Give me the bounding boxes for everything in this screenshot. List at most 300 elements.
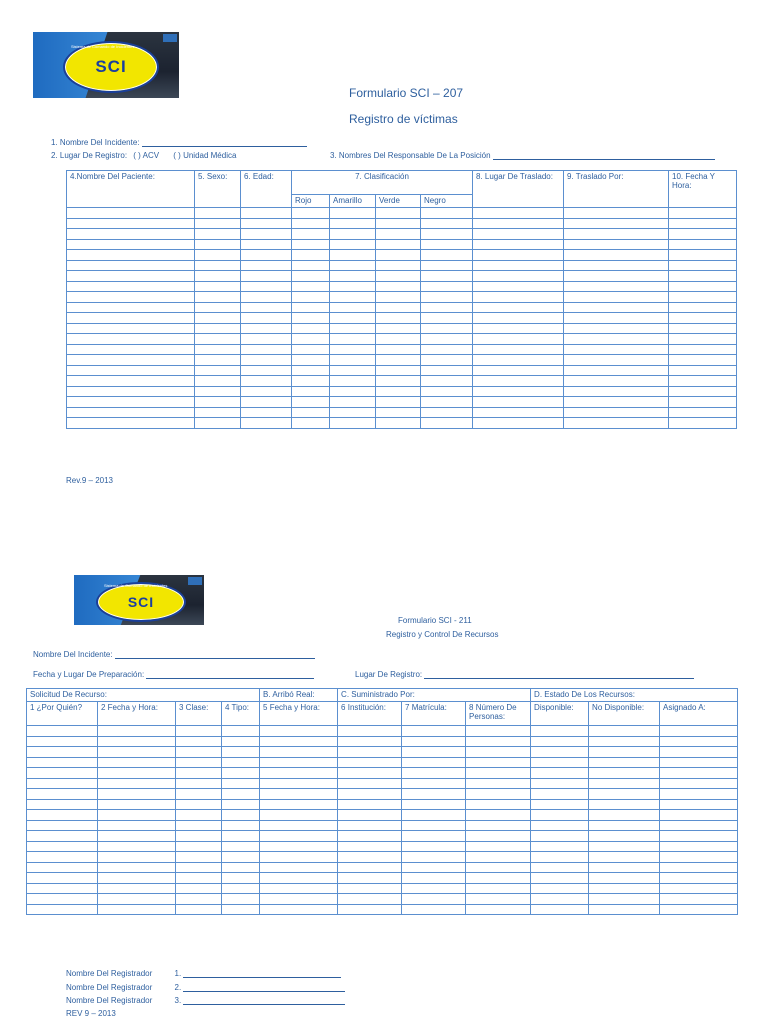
table-cell[interactable]: [466, 904, 531, 915]
table-cell[interactable]: [241, 292, 292, 303]
table-cell[interactable]: [338, 747, 402, 758]
option-unidad-medica[interactable]: ( ) Unidad Médica: [173, 151, 237, 160]
incidente-input-line[interactable]: [142, 138, 307, 147]
table-cell[interactable]: [67, 344, 195, 355]
table-cell[interactable]: [260, 778, 338, 789]
table-cell[interactable]: [473, 323, 564, 334]
table-cell[interactable]: [27, 810, 98, 821]
table-cell[interactable]: [660, 778, 738, 789]
table-cell[interactable]: [67, 271, 195, 282]
table-cell[interactable]: [260, 831, 338, 842]
table-cell[interactable]: [98, 841, 176, 852]
table-cell[interactable]: [660, 873, 738, 884]
table-cell[interactable]: [338, 841, 402, 852]
table-cell[interactable]: [473, 418, 564, 429]
table-cell[interactable]: [241, 344, 292, 355]
table-cell[interactable]: [564, 386, 669, 397]
table-cell[interactable]: [466, 726, 531, 737]
table-cell[interactable]: [338, 852, 402, 863]
table-cell[interactable]: [195, 218, 241, 229]
table-cell[interactable]: [421, 365, 473, 376]
table-cell[interactable]: [292, 281, 330, 292]
table-cell[interactable]: [669, 250, 737, 261]
table-cell[interactable]: [330, 271, 376, 282]
table-cell[interactable]: [466, 778, 531, 789]
table-cell[interactable]: [241, 239, 292, 250]
table-cell[interactable]: [330, 334, 376, 345]
table-cell[interactable]: [330, 218, 376, 229]
table-cell[interactable]: [473, 355, 564, 366]
table-cell[interactable]: [466, 768, 531, 779]
table-cell[interactable]: [330, 418, 376, 429]
table-cell[interactable]: [669, 323, 737, 334]
lugar-registro-input-line[interactable]: [424, 670, 694, 679]
table-cell[interactable]: [564, 302, 669, 313]
table-cell[interactable]: [402, 768, 466, 779]
table-cell[interactable]: [421, 397, 473, 408]
table-cell[interactable]: [589, 820, 660, 831]
table-cell[interactable]: [660, 799, 738, 810]
table-cell[interactable]: [330, 323, 376, 334]
table-cell[interactable]: [241, 397, 292, 408]
table-cell[interactable]: [241, 229, 292, 240]
table-cell[interactable]: [241, 281, 292, 292]
table-cell[interactable]: [27, 904, 98, 915]
table-cell[interactable]: [402, 747, 466, 758]
table-cell[interactable]: [660, 757, 738, 768]
table-cell[interactable]: [660, 852, 738, 863]
table-cell[interactable]: [531, 873, 589, 884]
table-cell[interactable]: [27, 736, 98, 747]
table-cell[interactable]: [402, 852, 466, 863]
table-cell[interactable]: [195, 208, 241, 219]
table-cell[interactable]: [260, 904, 338, 915]
table-cell[interactable]: [402, 757, 466, 768]
table-cell[interactable]: [473, 208, 564, 219]
table-cell[interactable]: [292, 292, 330, 303]
table-cell[interactable]: [98, 852, 176, 863]
table-cell[interactable]: [589, 747, 660, 758]
table-cell[interactable]: [466, 894, 531, 905]
table-cell[interactable]: [292, 208, 330, 219]
table-cell[interactable]: [260, 757, 338, 768]
table-cell[interactable]: [195, 250, 241, 261]
table-cell[interactable]: [330, 239, 376, 250]
table-cell[interactable]: [98, 862, 176, 873]
table-cell[interactable]: [421, 344, 473, 355]
table-cell[interactable]: [67, 397, 195, 408]
table-cell[interactable]: [27, 778, 98, 789]
table-cell[interactable]: [222, 736, 260, 747]
table-cell[interactable]: [241, 418, 292, 429]
table-cell[interactable]: [669, 271, 737, 282]
table-cell[interactable]: [292, 397, 330, 408]
table-cell[interactable]: [376, 386, 421, 397]
table-cell[interactable]: [421, 250, 473, 261]
table-cell[interactable]: [241, 260, 292, 271]
table-cell[interactable]: [466, 873, 531, 884]
table-cell[interactable]: [27, 831, 98, 842]
table-cell[interactable]: [589, 852, 660, 863]
table-cell[interactable]: [376, 376, 421, 387]
table-cell[interactable]: [195, 302, 241, 313]
table-cell[interactable]: [98, 883, 176, 894]
table-cell[interactable]: [330, 365, 376, 376]
table-cell[interactable]: [564, 239, 669, 250]
table-cell[interactable]: [421, 313, 473, 324]
table-cell[interactable]: [376, 208, 421, 219]
table-cell[interactable]: [473, 334, 564, 345]
table-cell[interactable]: [27, 852, 98, 863]
table-cell[interactable]: [589, 810, 660, 821]
table-cell[interactable]: [466, 747, 531, 758]
table-cell[interactable]: [195, 313, 241, 324]
table-cell[interactable]: [376, 323, 421, 334]
table-cell[interactable]: [330, 407, 376, 418]
table-cell[interactable]: [473, 271, 564, 282]
table-cell[interactable]: [589, 768, 660, 779]
table-cell[interactable]: [376, 302, 421, 313]
table-cell[interactable]: [564, 323, 669, 334]
table-cell[interactable]: [589, 831, 660, 842]
fecha-lugar-input-line[interactable]: [146, 670, 314, 679]
table-cell[interactable]: [338, 894, 402, 905]
table-cell[interactable]: [176, 726, 222, 737]
table-cell[interactable]: [660, 904, 738, 915]
table-cell[interactable]: [669, 407, 737, 418]
table-cell[interactable]: [195, 407, 241, 418]
table-cell[interactable]: [402, 810, 466, 821]
table-cell[interactable]: [98, 810, 176, 821]
table-cell[interactable]: [260, 852, 338, 863]
table-cell[interactable]: [176, 904, 222, 915]
table-cell[interactable]: [222, 747, 260, 758]
table-cell[interactable]: [669, 218, 737, 229]
table-cell[interactable]: [195, 229, 241, 240]
table-cell[interactable]: [195, 386, 241, 397]
table-cell[interactable]: [466, 736, 531, 747]
table-cell[interactable]: [98, 873, 176, 884]
table-cell[interactable]: [260, 799, 338, 810]
table-cell[interactable]: [660, 894, 738, 905]
table-cell[interactable]: [402, 904, 466, 915]
table-cell[interactable]: [292, 302, 330, 313]
table-cell[interactable]: [564, 281, 669, 292]
table-cell[interactable]: [260, 747, 338, 758]
table-cell[interactable]: [660, 820, 738, 831]
table-cell[interactable]: [195, 239, 241, 250]
table-cell[interactable]: [195, 418, 241, 429]
table-cell[interactable]: [27, 841, 98, 852]
table-cell[interactable]: [330, 281, 376, 292]
table-cell[interactable]: [531, 768, 589, 779]
table-cell[interactable]: [466, 799, 531, 810]
table-cell[interactable]: [564, 313, 669, 324]
table-cell[interactable]: [589, 883, 660, 894]
table-cell[interactable]: [660, 862, 738, 873]
table-cell[interactable]: [669, 260, 737, 271]
table-cell[interactable]: [376, 397, 421, 408]
table-cell[interactable]: [473, 313, 564, 324]
table-cell[interactable]: [669, 302, 737, 313]
table-cell[interactable]: [27, 757, 98, 768]
table-cell[interactable]: [292, 323, 330, 334]
table-cell[interactable]: [421, 208, 473, 219]
table-cell[interactable]: [531, 810, 589, 821]
table-cell[interactable]: [421, 271, 473, 282]
table-cell[interactable]: [402, 736, 466, 747]
table-cell[interactable]: [589, 904, 660, 915]
table-cell[interactable]: [195, 292, 241, 303]
table-cell[interactable]: [669, 313, 737, 324]
table-cell[interactable]: [564, 208, 669, 219]
table-cell[interactable]: [176, 768, 222, 779]
table-cell[interactable]: [669, 376, 737, 387]
table-cell[interactable]: [176, 820, 222, 831]
table-cell[interactable]: [176, 778, 222, 789]
table-cell[interactable]: [589, 789, 660, 800]
table-cell[interactable]: [222, 894, 260, 905]
table-cell[interactable]: [27, 883, 98, 894]
incidente-211-input-line[interactable]: [115, 650, 315, 659]
table-cell[interactable]: [241, 386, 292, 397]
table-cell[interactable]: [98, 736, 176, 747]
table-cell[interactable]: [292, 355, 330, 366]
table-cell[interactable]: [466, 757, 531, 768]
table-cell[interactable]: [660, 789, 738, 800]
table-cell[interactable]: [222, 841, 260, 852]
table-cell[interactable]: [338, 831, 402, 842]
table-cell[interactable]: [330, 229, 376, 240]
table-cell[interactable]: [98, 831, 176, 842]
table-cell[interactable]: [421, 281, 473, 292]
table-cell[interactable]: [195, 271, 241, 282]
table-cell[interactable]: [402, 726, 466, 737]
table-cell[interactable]: [241, 218, 292, 229]
table-cell[interactable]: [589, 726, 660, 737]
table-cell[interactable]: [292, 229, 330, 240]
table-cell[interactable]: [27, 799, 98, 810]
table-cell[interactable]: [660, 831, 738, 842]
table-cell[interactable]: [292, 218, 330, 229]
table-cell[interactable]: [195, 281, 241, 292]
table-cell[interactable]: [176, 883, 222, 894]
table-cell[interactable]: [241, 323, 292, 334]
table-cell[interactable]: [222, 883, 260, 894]
table-cell[interactable]: [67, 365, 195, 376]
table-cell[interactable]: [67, 208, 195, 219]
table-cell[interactable]: [27, 873, 98, 884]
table-cell[interactable]: [176, 894, 222, 905]
table-cell[interactable]: [330, 397, 376, 408]
table-cell[interactable]: [241, 313, 292, 324]
table-cell[interactable]: [222, 799, 260, 810]
table-cell[interactable]: [669, 355, 737, 366]
table-cell[interactable]: [27, 747, 98, 758]
table-cell[interactable]: [402, 820, 466, 831]
table-cell[interactable]: [669, 397, 737, 408]
table-cell[interactable]: [473, 365, 564, 376]
table-cell[interactable]: [473, 281, 564, 292]
table-cell[interactable]: [421, 334, 473, 345]
table-cell[interactable]: [67, 229, 195, 240]
table-cell[interactable]: [466, 883, 531, 894]
table-cell[interactable]: [222, 820, 260, 831]
table-cell[interactable]: [338, 873, 402, 884]
table-cell[interactable]: [67, 292, 195, 303]
table-cell[interactable]: [98, 747, 176, 758]
table-cell[interactable]: [292, 271, 330, 282]
table-cell[interactable]: [330, 302, 376, 313]
table-cell[interactable]: [473, 397, 564, 408]
table-cell[interactable]: [669, 208, 737, 219]
table-cell[interactable]: [669, 229, 737, 240]
table-cell[interactable]: [338, 757, 402, 768]
table-cell[interactable]: [292, 344, 330, 355]
table-cell[interactable]: [466, 820, 531, 831]
table-cell[interactable]: [338, 768, 402, 779]
table-cell[interactable]: [376, 313, 421, 324]
table-cell[interactable]: [195, 376, 241, 387]
table-cell[interactable]: [260, 883, 338, 894]
table-cell[interactable]: [98, 778, 176, 789]
table-cell[interactable]: [222, 789, 260, 800]
table-cell[interactable]: [330, 344, 376, 355]
table-cell[interactable]: [98, 757, 176, 768]
table-cell[interactable]: [660, 883, 738, 894]
table-cell[interactable]: [660, 726, 738, 737]
table-cell[interactable]: [222, 757, 260, 768]
table-cell[interactable]: [176, 831, 222, 842]
table-cell[interactable]: [531, 883, 589, 894]
table-cell[interactable]: [531, 904, 589, 915]
option-acv[interactable]: ( ) ACV: [133, 151, 160, 160]
table-cell[interactable]: [402, 831, 466, 842]
table-cell[interactable]: [241, 302, 292, 313]
table-cell[interactable]: [195, 355, 241, 366]
table-cell[interactable]: [260, 873, 338, 884]
table-cell[interactable]: [589, 757, 660, 768]
table-cell[interactable]: [660, 768, 738, 779]
table-cell[interactable]: [338, 789, 402, 800]
table-cell[interactable]: [330, 292, 376, 303]
table-cell[interactable]: [67, 386, 195, 397]
table-cell[interactable]: [176, 841, 222, 852]
table-cell[interactable]: [292, 239, 330, 250]
table-cell[interactable]: [376, 334, 421, 345]
table-cell[interactable]: [330, 260, 376, 271]
table-cell[interactable]: [241, 208, 292, 219]
table-cell[interactable]: [195, 334, 241, 345]
table-cell[interactable]: [67, 250, 195, 261]
table-cell[interactable]: [376, 344, 421, 355]
table-cell[interactable]: [98, 726, 176, 737]
table-cell[interactable]: [222, 778, 260, 789]
table-cell[interactable]: [402, 883, 466, 894]
table-cell[interactable]: [473, 250, 564, 261]
table-cell[interactable]: [195, 397, 241, 408]
table-cell[interactable]: [564, 397, 669, 408]
table-cell[interactable]: [176, 810, 222, 821]
table-cell[interactable]: [222, 873, 260, 884]
table-cell[interactable]: [330, 208, 376, 219]
table-cell[interactable]: [376, 229, 421, 240]
table-cell[interactable]: [669, 365, 737, 376]
table-cell[interactable]: [421, 239, 473, 250]
table-cell[interactable]: [222, 904, 260, 915]
table-cell[interactable]: [292, 418, 330, 429]
table-cell[interactable]: [466, 852, 531, 863]
table-cell[interactable]: [338, 820, 402, 831]
table-cell[interactable]: [669, 344, 737, 355]
table-cell[interactable]: [195, 323, 241, 334]
table-cell[interactable]: [292, 365, 330, 376]
table-cell[interactable]: [338, 778, 402, 789]
table-cell[interactable]: [660, 810, 738, 821]
table-cell[interactable]: [330, 355, 376, 366]
table-cell[interactable]: [176, 747, 222, 758]
table-cell[interactable]: [421, 418, 473, 429]
table-cell[interactable]: [241, 407, 292, 418]
table-cell[interactable]: [241, 355, 292, 366]
table-cell[interactable]: [222, 852, 260, 863]
table-cell[interactable]: [421, 376, 473, 387]
table-cell[interactable]: [27, 768, 98, 779]
table-cell[interactable]: [338, 883, 402, 894]
table-cell[interactable]: [531, 831, 589, 842]
table-cell[interactable]: [589, 873, 660, 884]
table-cell[interactable]: [376, 218, 421, 229]
table-cell[interactable]: [669, 239, 737, 250]
table-cell[interactable]: [67, 376, 195, 387]
table-cell[interactable]: [421, 218, 473, 229]
table-cell[interactable]: [589, 862, 660, 873]
table-cell[interactable]: [402, 873, 466, 884]
table-cell[interactable]: [669, 334, 737, 345]
table-cell[interactable]: [260, 862, 338, 873]
table-cell[interactable]: [67, 313, 195, 324]
table-cell[interactable]: [222, 831, 260, 842]
table-cell[interactable]: [660, 747, 738, 758]
table-cell[interactable]: [376, 365, 421, 376]
table-cell[interactable]: [176, 873, 222, 884]
table-cell[interactable]: [531, 820, 589, 831]
table-cell[interactable]: [564, 344, 669, 355]
table-cell[interactable]: [466, 789, 531, 800]
table-cell[interactable]: [376, 239, 421, 250]
table-cell[interactable]: [402, 862, 466, 873]
table-cell[interactable]: [67, 323, 195, 334]
table-cell[interactable]: [421, 407, 473, 418]
table-cell[interactable]: [531, 726, 589, 737]
table-cell[interactable]: [564, 218, 669, 229]
table-cell[interactable]: [176, 799, 222, 810]
table-cell[interactable]: [176, 789, 222, 800]
table-cell[interactable]: [531, 789, 589, 800]
table-cell[interactable]: [466, 841, 531, 852]
table-cell[interactable]: [531, 778, 589, 789]
registrador-1-input-line[interactable]: [183, 969, 341, 978]
table-cell[interactable]: [98, 799, 176, 810]
table-cell[interactable]: [421, 323, 473, 334]
table-cell[interactable]: [222, 862, 260, 873]
table-cell[interactable]: [27, 789, 98, 800]
table-cell[interactable]: [376, 281, 421, 292]
table-cell[interactable]: [292, 313, 330, 324]
table-cell[interactable]: [421, 302, 473, 313]
table-cell[interactable]: [402, 841, 466, 852]
table-cell[interactable]: [421, 355, 473, 366]
